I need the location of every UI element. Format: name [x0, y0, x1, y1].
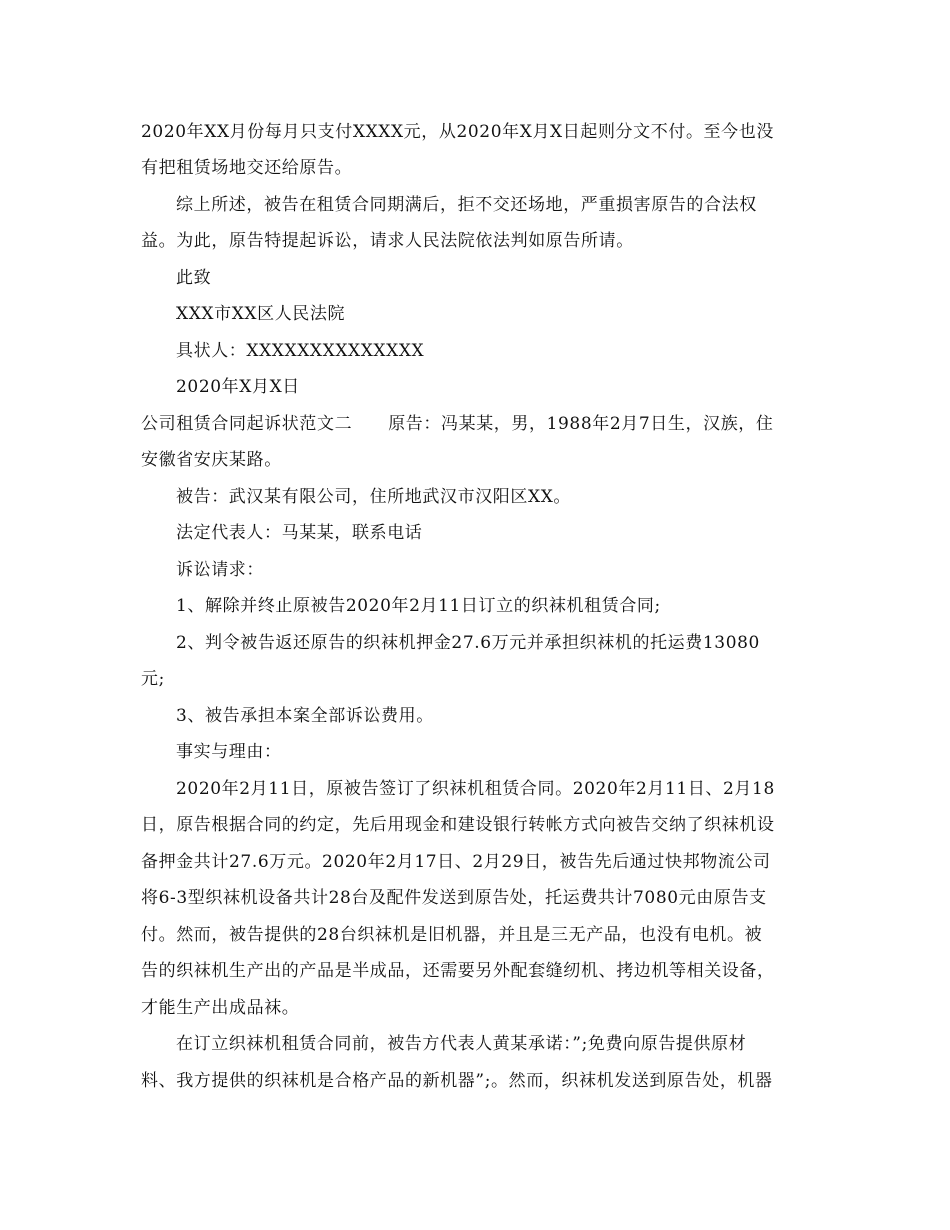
claims-heading: 诉讼请求：: [176, 560, 264, 580]
body-text-line: 才能生产出成品袜。: [141, 998, 300, 1018]
legal-representative: 法定代表人：马某某，联系电话: [176, 523, 423, 543]
defendant-info: 被告：武汉某有限公司，住所地武汉市汉阳区XX。: [176, 487, 572, 507]
claim-item: 3、被告承担本案全部诉讼费用。: [176, 706, 434, 726]
body-text-line: 将6-3型织袜机设备共计28台及配件发送到原告处，托运费共计7080元由原告支: [141, 888, 767, 908]
section-heading-line: [141, 410, 774, 438]
body-text-line: 有把租赁场地交还给原告。: [141, 158, 353, 178]
body-text-line: 综上所述，被告在租赁合同期满后，拒不交还场地，严重损害原告的合法权: [176, 195, 757, 215]
salutation: 此致: [176, 268, 212, 288]
body-text-line: 告的织袜机生产出的产品是半成品，还需要另外配套缝纫机、拷边机等相关设备，: [141, 961, 775, 981]
plaintiff-signature: 具状人：XXXXXXXXXXXXXX: [176, 341, 425, 361]
body-text-line: 料、我方提供的织袜机是合格产品的新机器”;。然而，织袜机发送到原告处，机器: [141, 1071, 773, 1091]
court-name: XXX市XX区人民法院: [176, 304, 346, 324]
claim-item: 1、解除并终止原被告2020年2月11日订立的织袜机租赁合同;: [176, 596, 661, 616]
claim-item: 2、判令被告返还原告的织袜机押金27.6万元并承担织袜机的托运费13080: [176, 633, 760, 653]
facts-heading: 事实与理由：: [176, 742, 282, 762]
document-date: 2020年X月X日: [176, 377, 300, 397]
body-text-line: 在订立织袜机租赁合同前，被告方代表人黄某承诺：”;免费向原告提供原材: [176, 1034, 747, 1054]
body-text-line: 备押金共计27.6万元。2020年2月17日、2月29日，被告先后通过快邦物流公司: [141, 852, 771, 872]
body-text-line: 日，原告根据合同的约定，先后用现金和建设银行转帐方式向被告交纳了织袜机设: [141, 815, 775, 835]
body-text-line: 付。然而，被告提供的28台织袜机是旧机器，并且是三无产品，也没有电机。被: [141, 925, 763, 945]
plaintiff-info: 原告：冯某某，男，1988年2月7日生，汉族，住: [388, 414, 774, 434]
body-text-line: 2020年XX月份每月只支付XXXX元，从2020年X月X日起则分文不付。至今也没: [141, 122, 774, 142]
body-text-line: 2020年2月11日，原被告签订了织袜机租赁合同。2020年2月11日、2月18: [176, 779, 775, 799]
section-heading: 公司租赁合同起诉状范文二: [141, 414, 353, 434]
body-text-line: 安徽省安庆某路。: [141, 450, 282, 470]
body-text-line: 益。为此，原告特提起诉讼，请求人民法院依法判如原告所请。: [141, 231, 634, 251]
body-text-line: 元;: [141, 669, 165, 689]
